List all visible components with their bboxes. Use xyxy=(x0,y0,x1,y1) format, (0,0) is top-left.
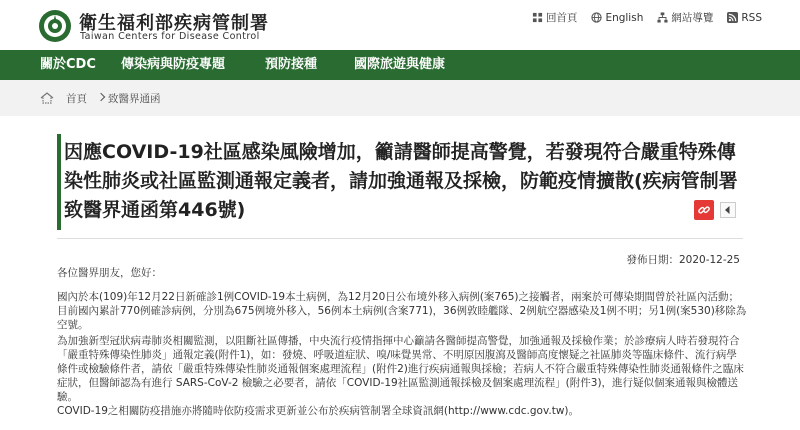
paragraph-2: 為加強新型冠狀病毒肺炎相關監測，以阻斷社區傳播，中央流行疫情指揮中心籲請各醫師提高警覺，加強通報及採檢作業；於診療病人時若發現符合「嚴重特殊傳染性肺炎」通報定義(附件1)，如：發燒、呼吸道症狀、嗅/味覺異常、不明原因腹瀉及醫師高度懷疑之社區肺炎等臨床條件、流行病學條件或檢驗條件者，請依「嚴重特殊傳染性肺炎通報個案處理流程」(附件2)進行疾病通報與採檢；若病人不符合嚴重特殊傳染性肺炎通報條件之臨床症狀，但醫師認為有進行 SARS-CoV-2 檢驗之必要者，請依「COVID-19社區監測通報採檢及個案處理流程」(附件3)，進行疑似個案通報與檢體送驗。 xyxy=(57,335,744,403)
rss-link[interactable] xyxy=(727,10,762,25)
english-link-label: English xyxy=(605,11,644,24)
brand-name-en[interactable]: Taiwan Centers for Disease Control xyxy=(80,31,260,42)
title-accent-bar xyxy=(57,134,61,230)
breadcrumb-home[interactable]: 首頁 xyxy=(66,93,87,105)
greeting: 各位醫界朋友，您好： xyxy=(57,267,162,279)
sitemap-link[interactable] xyxy=(657,10,713,25)
chevron-right-icon xyxy=(97,93,105,101)
arrow-left-icon xyxy=(723,205,733,215)
page-title: 因應COVID-19社區感染風險增加，籲請醫師提高警覺，若發現符合嚴重特殊傳染性肺炎或社區監測通報定義者，請加強通報及採檢，防範疫情擴散(疾病管制署致醫界通函第446號) xyxy=(64,141,738,221)
globe-icon xyxy=(591,12,602,23)
nav-item-travel-health[interactable]: 國際旅遊與健康 xyxy=(354,57,446,72)
divider xyxy=(57,238,743,239)
english-link[interactable] xyxy=(591,10,643,25)
home-icon xyxy=(532,12,543,23)
sitemap-icon xyxy=(657,12,668,23)
paragraph-3: COVID-19之相關防疫措施亦將隨時依防疫需求更新並公布於疾病管制署全球資訊網(http://www.cdc.gov.tw)。 xyxy=(57,405,579,417)
breadcrumb xyxy=(0,80,800,116)
paragraph-1: 國內於本(109)年12月22日新確診1例COVID-19本土病例，為12月20日公布境外移入病例(案765)之接觸者，兩案於可傳染期間曾於社區內活動；目前國內累計770例確診病例，分別為675例境外移入，56例本土病例(含案771)，36例敦睦艦隊、2例航空器感染及1例不明；另1例(案530)移除為空號。 xyxy=(57,291,747,331)
home-link[interactable] xyxy=(532,10,578,25)
breadcrumb-current[interactable]: 致醫界通函 xyxy=(108,93,161,105)
link-icon xyxy=(697,203,711,217)
nav-item-vaccination[interactable]: 預防接種 xyxy=(265,57,318,72)
rss-icon xyxy=(727,12,738,23)
home-link-label: 回首頁 xyxy=(545,12,578,24)
publish-date: 發佈日期：2020-12-25 xyxy=(626,254,740,266)
copy-link-button[interactable] xyxy=(694,200,714,220)
site-header xyxy=(0,0,800,50)
breadcrumb-home-icon xyxy=(40,92,54,104)
rss-link-label: RSS xyxy=(741,11,762,24)
main-nav xyxy=(0,50,800,80)
brand-name-zh[interactable]: 衛生福利部疾病管制署 xyxy=(79,13,269,34)
nav-item-diseases[interactable]: 傳染病與防疫專題 xyxy=(121,57,226,72)
back-button[interactable] xyxy=(720,202,736,218)
sitemap-link-label: 網站導覽 xyxy=(671,12,714,24)
nav-item-about[interactable]: 關於CDC xyxy=(40,57,96,72)
cdc-logo[interactable] xyxy=(38,9,72,43)
top-links xyxy=(532,10,762,25)
